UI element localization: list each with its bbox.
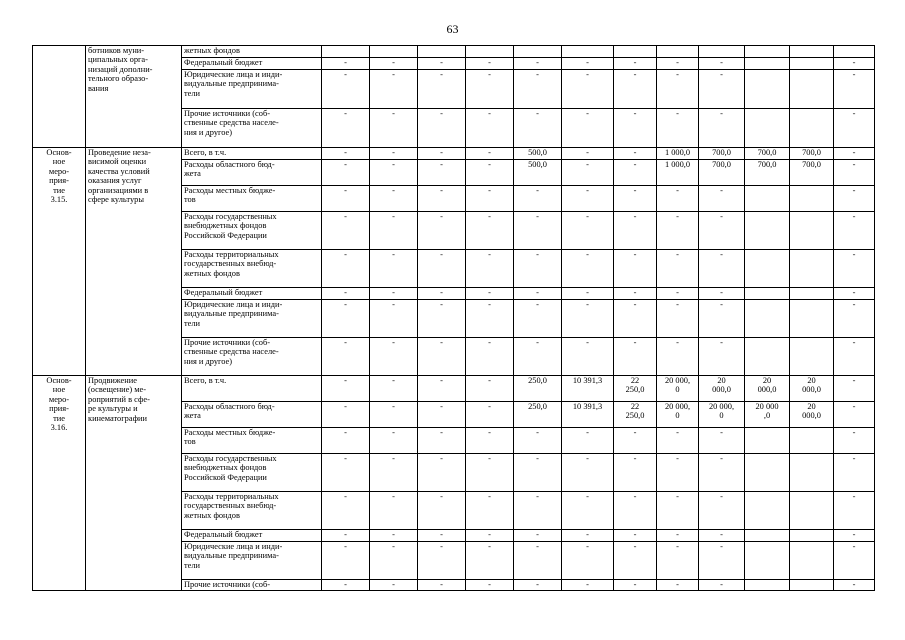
funding-source: Юридические лица и инди- видуальные предпринима- тели bbox=[182, 300, 322, 338]
funding-source: Расходы территориальных государственных внебюд- жетных фондов bbox=[182, 250, 322, 288]
amount-cell: - bbox=[514, 109, 562, 148]
amount-cell: - bbox=[657, 109, 699, 148]
amount-cell: - bbox=[322, 530, 370, 542]
amount-cell: - bbox=[514, 542, 562, 580]
amount-cell: - bbox=[418, 492, 466, 530]
amount-cell: - bbox=[466, 542, 514, 580]
amount-cell: - bbox=[699, 250, 745, 288]
amount-cell: - bbox=[562, 492, 614, 530]
amount-cell: - bbox=[562, 109, 614, 148]
amount-cell: - bbox=[562, 186, 614, 212]
amount-cell: - bbox=[562, 338, 614, 376]
amount-cell: - bbox=[322, 402, 370, 428]
amount-cell: 20 000, 0 bbox=[657, 402, 699, 428]
amount-cell bbox=[790, 492, 834, 530]
amount-cell: - bbox=[834, 338, 875, 376]
amount-cell bbox=[790, 250, 834, 288]
amount-cell: 20 000 ,0 bbox=[745, 402, 790, 428]
funding-source: Прочие источники (соб- ственные средства населе- ния и другое) bbox=[182, 109, 322, 148]
amount-cell: 20 000,0 bbox=[745, 376, 790, 402]
amount-cell bbox=[745, 250, 790, 288]
amount-cell: - bbox=[834, 70, 875, 109]
amount-cell: - bbox=[370, 580, 418, 591]
amount-cell: - bbox=[657, 70, 699, 109]
amount-cell: - bbox=[370, 160, 418, 186]
amount-cell: - bbox=[657, 300, 699, 338]
amount-cell bbox=[745, 300, 790, 338]
amount-cell: 10 391,3 bbox=[562, 376, 614, 402]
amount-cell: - bbox=[466, 428, 514, 454]
amount-cell: - bbox=[614, 530, 657, 542]
amount-cell: 20 000, 0 bbox=[699, 402, 745, 428]
amount-cell bbox=[790, 300, 834, 338]
amount-cell: - bbox=[614, 70, 657, 109]
amount-cell: - bbox=[614, 542, 657, 580]
amount-cell bbox=[745, 109, 790, 148]
measure-code: Основ- ное меро- прия- тие 3.15. bbox=[33, 148, 86, 376]
amount-cell: - bbox=[699, 530, 745, 542]
amount-cell: - bbox=[834, 376, 875, 402]
funding-source: Расходы областного бюд- жета bbox=[182, 402, 322, 428]
amount-cell: 700,0 bbox=[790, 160, 834, 186]
amount-cell: - bbox=[657, 186, 699, 212]
amount-cell: - bbox=[370, 530, 418, 542]
amount-cell bbox=[790, 530, 834, 542]
amount-cell: - bbox=[614, 428, 657, 454]
amount-cell: - bbox=[562, 288, 614, 300]
amount-cell: - bbox=[657, 58, 699, 70]
amount-cell: - bbox=[418, 376, 466, 402]
amount-cell: - bbox=[657, 492, 699, 530]
amount-cell: - bbox=[418, 109, 466, 148]
funding-source: Расходы местных бюдже- тов bbox=[182, 428, 322, 454]
amount-cell: - bbox=[514, 530, 562, 542]
amount-cell bbox=[745, 428, 790, 454]
amount-cell: - bbox=[466, 250, 514, 288]
table-row bbox=[33, 376, 875, 402]
amount-cell: - bbox=[562, 580, 614, 591]
amount-cell bbox=[790, 70, 834, 109]
amount-cell: 700,0 bbox=[745, 148, 790, 160]
amount-cell bbox=[745, 70, 790, 109]
amount-cell: - bbox=[466, 338, 514, 376]
amount-cell: - bbox=[699, 58, 745, 70]
amount-cell: - bbox=[466, 492, 514, 530]
amount-cell: - bbox=[322, 109, 370, 148]
amount-cell: - bbox=[562, 300, 614, 338]
amount-cell: - bbox=[834, 109, 875, 148]
amount-cell: - bbox=[699, 580, 745, 591]
amount-cell: - bbox=[614, 454, 657, 492]
amount-cell bbox=[790, 46, 834, 58]
amount-cell: - bbox=[418, 58, 466, 70]
amount-cell: - bbox=[699, 288, 745, 300]
amount-cell bbox=[745, 46, 790, 58]
amount-cell: - bbox=[370, 212, 418, 250]
amount-cell: - bbox=[466, 186, 514, 212]
amount-cell bbox=[790, 288, 834, 300]
amount-cell: - bbox=[418, 542, 466, 580]
amount-cell: - bbox=[514, 492, 562, 530]
amount-cell bbox=[745, 580, 790, 591]
amount-cell bbox=[790, 542, 834, 580]
amount-cell: - bbox=[657, 212, 699, 250]
amount-cell: - bbox=[834, 160, 875, 186]
amount-cell: - bbox=[699, 300, 745, 338]
amount-cell: 1 000,0 bbox=[657, 148, 699, 160]
amount-cell: - bbox=[562, 250, 614, 288]
amount-cell: - bbox=[699, 492, 745, 530]
measure-code: Основ- ное меро- прия- тие 3.16. bbox=[33, 376, 86, 591]
amount-cell bbox=[699, 46, 745, 58]
amount-cell: - bbox=[657, 530, 699, 542]
measure-description: ботников муни- ципальных орга- низаций дополни- тельного образо- вания bbox=[86, 46, 182, 148]
amount-cell: - bbox=[834, 212, 875, 250]
amount-cell: - bbox=[370, 148, 418, 160]
amount-cell: - bbox=[322, 212, 370, 250]
funding-source: Расходы государственных внебюджетных фондов Российской Федерации bbox=[182, 454, 322, 492]
table-row bbox=[33, 46, 875, 58]
amount-cell: - bbox=[562, 160, 614, 186]
amount-cell: - bbox=[418, 160, 466, 186]
amount-cell: - bbox=[418, 70, 466, 109]
amount-cell bbox=[790, 186, 834, 212]
amount-cell bbox=[745, 530, 790, 542]
amount-cell: 20 000,0 bbox=[790, 402, 834, 428]
amount-cell: - bbox=[562, 148, 614, 160]
amount-cell: - bbox=[322, 454, 370, 492]
amount-cell bbox=[745, 212, 790, 250]
amount-cell: - bbox=[514, 250, 562, 288]
amount-cell: - bbox=[614, 109, 657, 148]
amount-cell: - bbox=[370, 70, 418, 109]
amount-cell: - bbox=[418, 250, 466, 288]
funding-source: Прочие источники (соб- ственные средства населе- ния и другое) bbox=[182, 338, 322, 376]
amount-cell: - bbox=[699, 186, 745, 212]
amount-cell: - bbox=[699, 70, 745, 109]
amount-cell bbox=[322, 46, 370, 58]
amount-cell: - bbox=[562, 212, 614, 250]
measure-description: Продвижение (освещение) ме- роприятий в сфе- ре культуры и кинематографии bbox=[86, 376, 182, 591]
amount-cell: 700,0 bbox=[699, 148, 745, 160]
funding-source: Юридические лица и инди- видуальные предпринима- тели bbox=[182, 542, 322, 580]
amount-cell: - bbox=[657, 250, 699, 288]
amount-cell: - bbox=[699, 212, 745, 250]
amount-cell: - bbox=[370, 250, 418, 288]
amount-cell: - bbox=[562, 542, 614, 580]
amount-cell: - bbox=[699, 542, 745, 580]
amount-cell: - bbox=[657, 338, 699, 376]
amount-cell: - bbox=[322, 492, 370, 530]
amount-cell: - bbox=[322, 160, 370, 186]
amount-cell: - bbox=[466, 58, 514, 70]
amount-cell bbox=[370, 46, 418, 58]
amount-cell: - bbox=[370, 492, 418, 530]
amount-cell: - bbox=[514, 70, 562, 109]
amount-cell: - bbox=[322, 288, 370, 300]
table-row bbox=[33, 148, 875, 160]
amount-cell bbox=[657, 46, 699, 58]
amount-cell: - bbox=[370, 376, 418, 402]
amount-cell: - bbox=[322, 428, 370, 454]
amount-cell: - bbox=[834, 530, 875, 542]
amount-cell: - bbox=[562, 428, 614, 454]
amount-cell: 1 000,0 bbox=[657, 160, 699, 186]
amount-cell: - bbox=[834, 580, 875, 591]
amount-cell: - bbox=[834, 250, 875, 288]
amount-cell: - bbox=[466, 212, 514, 250]
amount-cell: - bbox=[834, 186, 875, 212]
amount-cell: - bbox=[322, 58, 370, 70]
amount-cell: - bbox=[370, 454, 418, 492]
amount-cell: - bbox=[466, 288, 514, 300]
amount-cell: - bbox=[322, 300, 370, 338]
amount-cell: 500,0 bbox=[514, 160, 562, 186]
amount-cell: - bbox=[466, 160, 514, 186]
amount-cell bbox=[790, 580, 834, 591]
amount-cell: - bbox=[418, 212, 466, 250]
amount-cell: - bbox=[322, 580, 370, 591]
amount-cell: - bbox=[370, 300, 418, 338]
amount-cell: - bbox=[834, 58, 875, 70]
funding-source: Расходы областного бюд- жета bbox=[182, 160, 322, 186]
amount-cell bbox=[834, 46, 875, 58]
amount-cell: - bbox=[514, 212, 562, 250]
amount-cell: - bbox=[322, 70, 370, 109]
amount-cell: - bbox=[614, 212, 657, 250]
amount-cell: - bbox=[614, 160, 657, 186]
amount-cell: - bbox=[322, 542, 370, 580]
amount-cell: - bbox=[514, 428, 562, 454]
amount-cell: - bbox=[514, 288, 562, 300]
amount-cell: 250,0 bbox=[514, 402, 562, 428]
amount-cell: - bbox=[699, 338, 745, 376]
amount-cell: - bbox=[466, 580, 514, 591]
amount-cell: - bbox=[657, 428, 699, 454]
amount-cell: 700,0 bbox=[790, 148, 834, 160]
amount-cell: - bbox=[322, 250, 370, 288]
amount-cell: - bbox=[834, 148, 875, 160]
funding-source: Федеральный бюджет bbox=[182, 58, 322, 70]
amount-cell bbox=[514, 46, 562, 58]
amount-cell: - bbox=[834, 288, 875, 300]
amount-cell: - bbox=[418, 530, 466, 542]
amount-cell bbox=[614, 46, 657, 58]
amount-cell: - bbox=[834, 428, 875, 454]
amount-cell: - bbox=[466, 70, 514, 109]
amount-cell: - bbox=[834, 454, 875, 492]
amount-cell: - bbox=[418, 428, 466, 454]
amount-cell: - bbox=[370, 428, 418, 454]
measure-description: Проведение неза- висимой оценки качества условий оказания услуг организациями в сфере культуры bbox=[86, 148, 182, 376]
amount-cell: - bbox=[562, 454, 614, 492]
amount-cell: - bbox=[322, 148, 370, 160]
amount-cell bbox=[745, 492, 790, 530]
page-number: 63 bbox=[446, 22, 459, 36]
amount-cell bbox=[790, 428, 834, 454]
amount-cell: - bbox=[562, 58, 614, 70]
amount-cell: - bbox=[418, 148, 466, 160]
amount-cell: 700,0 bbox=[699, 160, 745, 186]
amount-cell: - bbox=[834, 492, 875, 530]
amount-cell: - bbox=[370, 402, 418, 428]
funding-source: жетных фондов bbox=[182, 46, 322, 58]
amount-cell: - bbox=[514, 186, 562, 212]
amount-cell: - bbox=[370, 542, 418, 580]
amount-cell bbox=[790, 454, 834, 492]
amount-cell bbox=[745, 288, 790, 300]
amount-cell: - bbox=[562, 70, 614, 109]
amount-cell bbox=[790, 58, 834, 70]
amount-cell: 500,0 bbox=[514, 148, 562, 160]
amount-cell: 20 000, 0 bbox=[657, 376, 699, 402]
amount-cell: - bbox=[614, 186, 657, 212]
amount-cell: - bbox=[466, 402, 514, 428]
funding-source: Федеральный бюджет bbox=[182, 530, 322, 542]
amount-cell bbox=[562, 46, 614, 58]
amount-cell: 20 000,0 bbox=[699, 376, 745, 402]
amount-cell: - bbox=[322, 186, 370, 212]
amount-cell: - bbox=[466, 530, 514, 542]
amount-cell: - bbox=[466, 454, 514, 492]
amount-cell: - bbox=[657, 454, 699, 492]
amount-cell: - bbox=[699, 428, 745, 454]
amount-cell bbox=[745, 58, 790, 70]
amount-cell bbox=[745, 542, 790, 580]
amount-cell: 250,0 bbox=[514, 376, 562, 402]
amount-cell: - bbox=[834, 300, 875, 338]
amount-cell: - bbox=[370, 109, 418, 148]
amount-cell bbox=[790, 109, 834, 148]
amount-cell: - bbox=[834, 402, 875, 428]
funding-source: Юридические лица и инди- видуальные предпринима- тели bbox=[182, 70, 322, 109]
measure-code bbox=[33, 46, 86, 148]
amount-cell: - bbox=[418, 288, 466, 300]
amount-cell: - bbox=[418, 454, 466, 492]
amount-cell: - bbox=[614, 148, 657, 160]
amount-cell: - bbox=[466, 300, 514, 338]
amount-cell: 10 391,3 bbox=[562, 402, 614, 428]
amount-cell: - bbox=[614, 580, 657, 591]
amount-cell: - bbox=[418, 338, 466, 376]
amount-cell: - bbox=[699, 454, 745, 492]
amount-cell: - bbox=[614, 288, 657, 300]
funding-source: Расходы государственных внебюджетных фондов Российской Федерации bbox=[182, 212, 322, 250]
funding-source: Прочие источники (соб- bbox=[182, 580, 322, 591]
funding-source: Всего, в т.ч. bbox=[182, 376, 322, 402]
amount-cell: 22 250,0 bbox=[614, 376, 657, 402]
amount-cell: - bbox=[514, 454, 562, 492]
amount-cell bbox=[745, 454, 790, 492]
amount-cell: - bbox=[614, 300, 657, 338]
amount-cell: - bbox=[699, 109, 745, 148]
amount-cell bbox=[466, 46, 514, 58]
amount-cell: - bbox=[370, 186, 418, 212]
amount-cell: - bbox=[418, 300, 466, 338]
amount-cell: 22 250,0 bbox=[614, 402, 657, 428]
amount-cell: - bbox=[466, 109, 514, 148]
amount-cell bbox=[418, 46, 466, 58]
funding-source: Расходы территориальных государственных внебюд- жетных фондов bbox=[182, 492, 322, 530]
amount-cell bbox=[745, 338, 790, 376]
amount-cell: - bbox=[614, 250, 657, 288]
amount-cell: - bbox=[466, 376, 514, 402]
amount-cell: - bbox=[370, 338, 418, 376]
amount-cell: - bbox=[614, 492, 657, 530]
budget-table bbox=[32, 45, 875, 591]
amount-cell: - bbox=[514, 580, 562, 591]
amount-cell: - bbox=[657, 580, 699, 591]
funding-source: Федеральный бюджет bbox=[182, 288, 322, 300]
amount-cell: - bbox=[322, 338, 370, 376]
amount-cell: 700,0 bbox=[745, 160, 790, 186]
amount-cell: - bbox=[418, 402, 466, 428]
amount-cell: - bbox=[514, 300, 562, 338]
amount-cell bbox=[790, 338, 834, 376]
amount-cell bbox=[745, 186, 790, 212]
amount-cell: - bbox=[370, 58, 418, 70]
amount-cell: - bbox=[834, 542, 875, 580]
amount-cell: - bbox=[466, 148, 514, 160]
funding-source: Всего, в т.ч. bbox=[182, 148, 322, 160]
amount-cell: - bbox=[370, 288, 418, 300]
amount-cell: - bbox=[514, 338, 562, 376]
amount-cell: - bbox=[657, 542, 699, 580]
amount-cell: - bbox=[418, 580, 466, 591]
amount-cell: - bbox=[562, 530, 614, 542]
amount-cell: - bbox=[614, 58, 657, 70]
amount-cell: - bbox=[614, 338, 657, 376]
amount-cell: - bbox=[657, 288, 699, 300]
amount-cell: - bbox=[322, 376, 370, 402]
amount-cell: 20 000,0 bbox=[790, 376, 834, 402]
funding-source: Расходы местных бюдже- тов bbox=[182, 186, 322, 212]
amount-cell: - bbox=[418, 186, 466, 212]
amount-cell: - bbox=[514, 58, 562, 70]
amount-cell bbox=[790, 212, 834, 250]
